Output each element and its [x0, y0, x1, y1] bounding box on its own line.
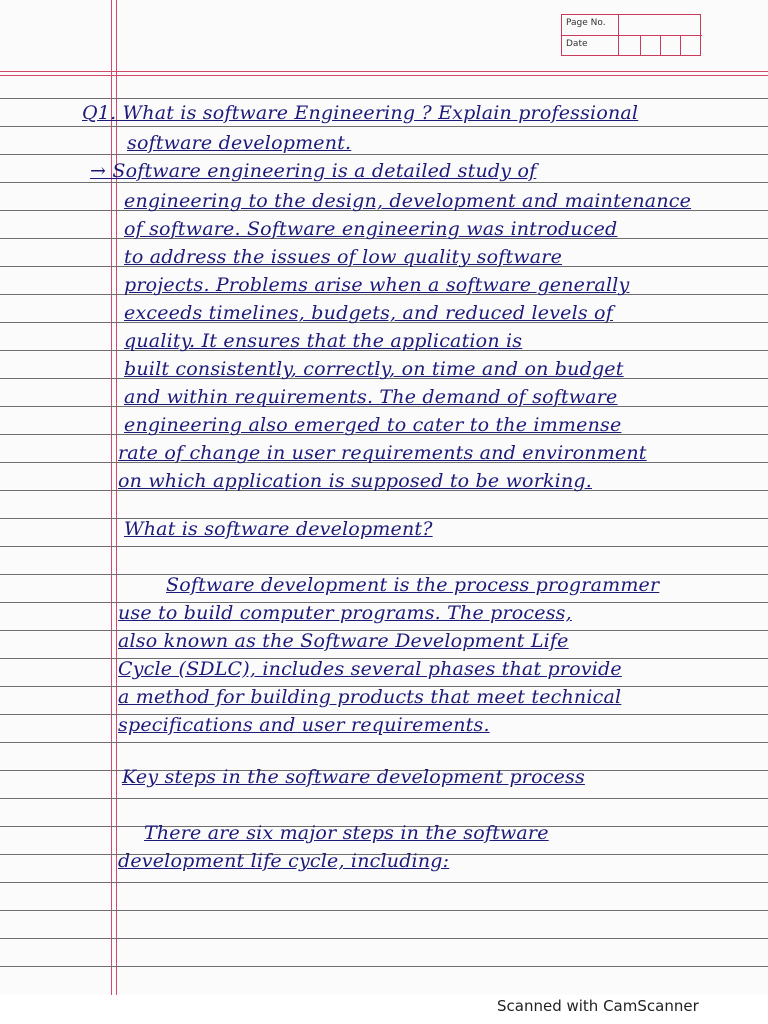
- margin-line: [111, 0, 112, 995]
- ruled-line: [0, 882, 768, 883]
- text-line: engineering also emerged to cater to the immense: [124, 414, 622, 436]
- text-line: and within requirements. The demand of software: [124, 386, 618, 408]
- text-line: engineering to the design, development and maintenance: [124, 190, 692, 212]
- ruled-line: [0, 966, 768, 967]
- text-line: There are six major steps in the software: [144, 822, 549, 844]
- date-label: Date: [566, 39, 588, 49]
- date-row: [562, 36, 702, 56]
- text-line: projects. Problems arise when a software generally: [124, 274, 630, 296]
- ruled-line: [0, 98, 768, 99]
- section-heading: Key steps in the software development process: [122, 766, 585, 788]
- text-line: → Software engineering is a detailed study of: [90, 160, 537, 182]
- scan-footer: [0, 995, 768, 1024]
- margin-line: [116, 0, 117, 995]
- text-line: use to build computer programs. The process,: [118, 602, 572, 624]
- page-no-row: [562, 15, 702, 36]
- ruled-line: [0, 126, 768, 127]
- ruled-line: [0, 742, 768, 743]
- text-line: Q1. What is software Engineering ? Explain professional: [82, 102, 639, 124]
- text-line: built consistently, correctly, on time and on budget: [124, 358, 624, 380]
- meta-separator: [618, 15, 619, 55]
- text-line: of software. Software engineering was introduced: [124, 218, 618, 240]
- ruled-line: [0, 546, 768, 547]
- scanner-watermark: Scanned with CamScanner: [497, 997, 699, 1015]
- text-line: specifications and user requirements.: [118, 714, 490, 736]
- header-rule: [0, 75, 768, 76]
- text-line: also known as the Software Development Life: [118, 630, 569, 652]
- text-line: Software development is the process programmer: [166, 574, 660, 596]
- ruled-line: [0, 938, 768, 939]
- section-heading: What is software development?: [124, 518, 433, 540]
- text-line: exceeds timelines, budgets, and reduced levels of: [124, 302, 613, 324]
- text-line: software development.: [127, 132, 352, 154]
- ruled-line: [0, 798, 768, 799]
- ruled-line: [0, 910, 768, 911]
- text-line: a method for building products that meet technical: [118, 686, 622, 708]
- ruled-line: [0, 182, 768, 183]
- date-cell-divider: [660, 36, 661, 56]
- text-line: Cycle (SDLC), includes several phases that provide: [118, 658, 622, 680]
- header-rule: [0, 71, 768, 72]
- date-cell-divider: [640, 36, 641, 56]
- page-no-label: Page No.: [566, 18, 606, 28]
- page-date-box: [561, 14, 701, 56]
- text-line: to address the issues of low quality software: [124, 246, 563, 268]
- date-cell-divider: [680, 36, 681, 56]
- text-line: rate of change in user requirements and environment: [118, 442, 647, 464]
- text-line: on which application is supposed to be working.: [118, 470, 592, 492]
- ruled-line: [0, 154, 768, 155]
- text-line: development life cycle, including:: [118, 850, 450, 872]
- text-line: quality. It ensures that the application is: [124, 330, 523, 352]
